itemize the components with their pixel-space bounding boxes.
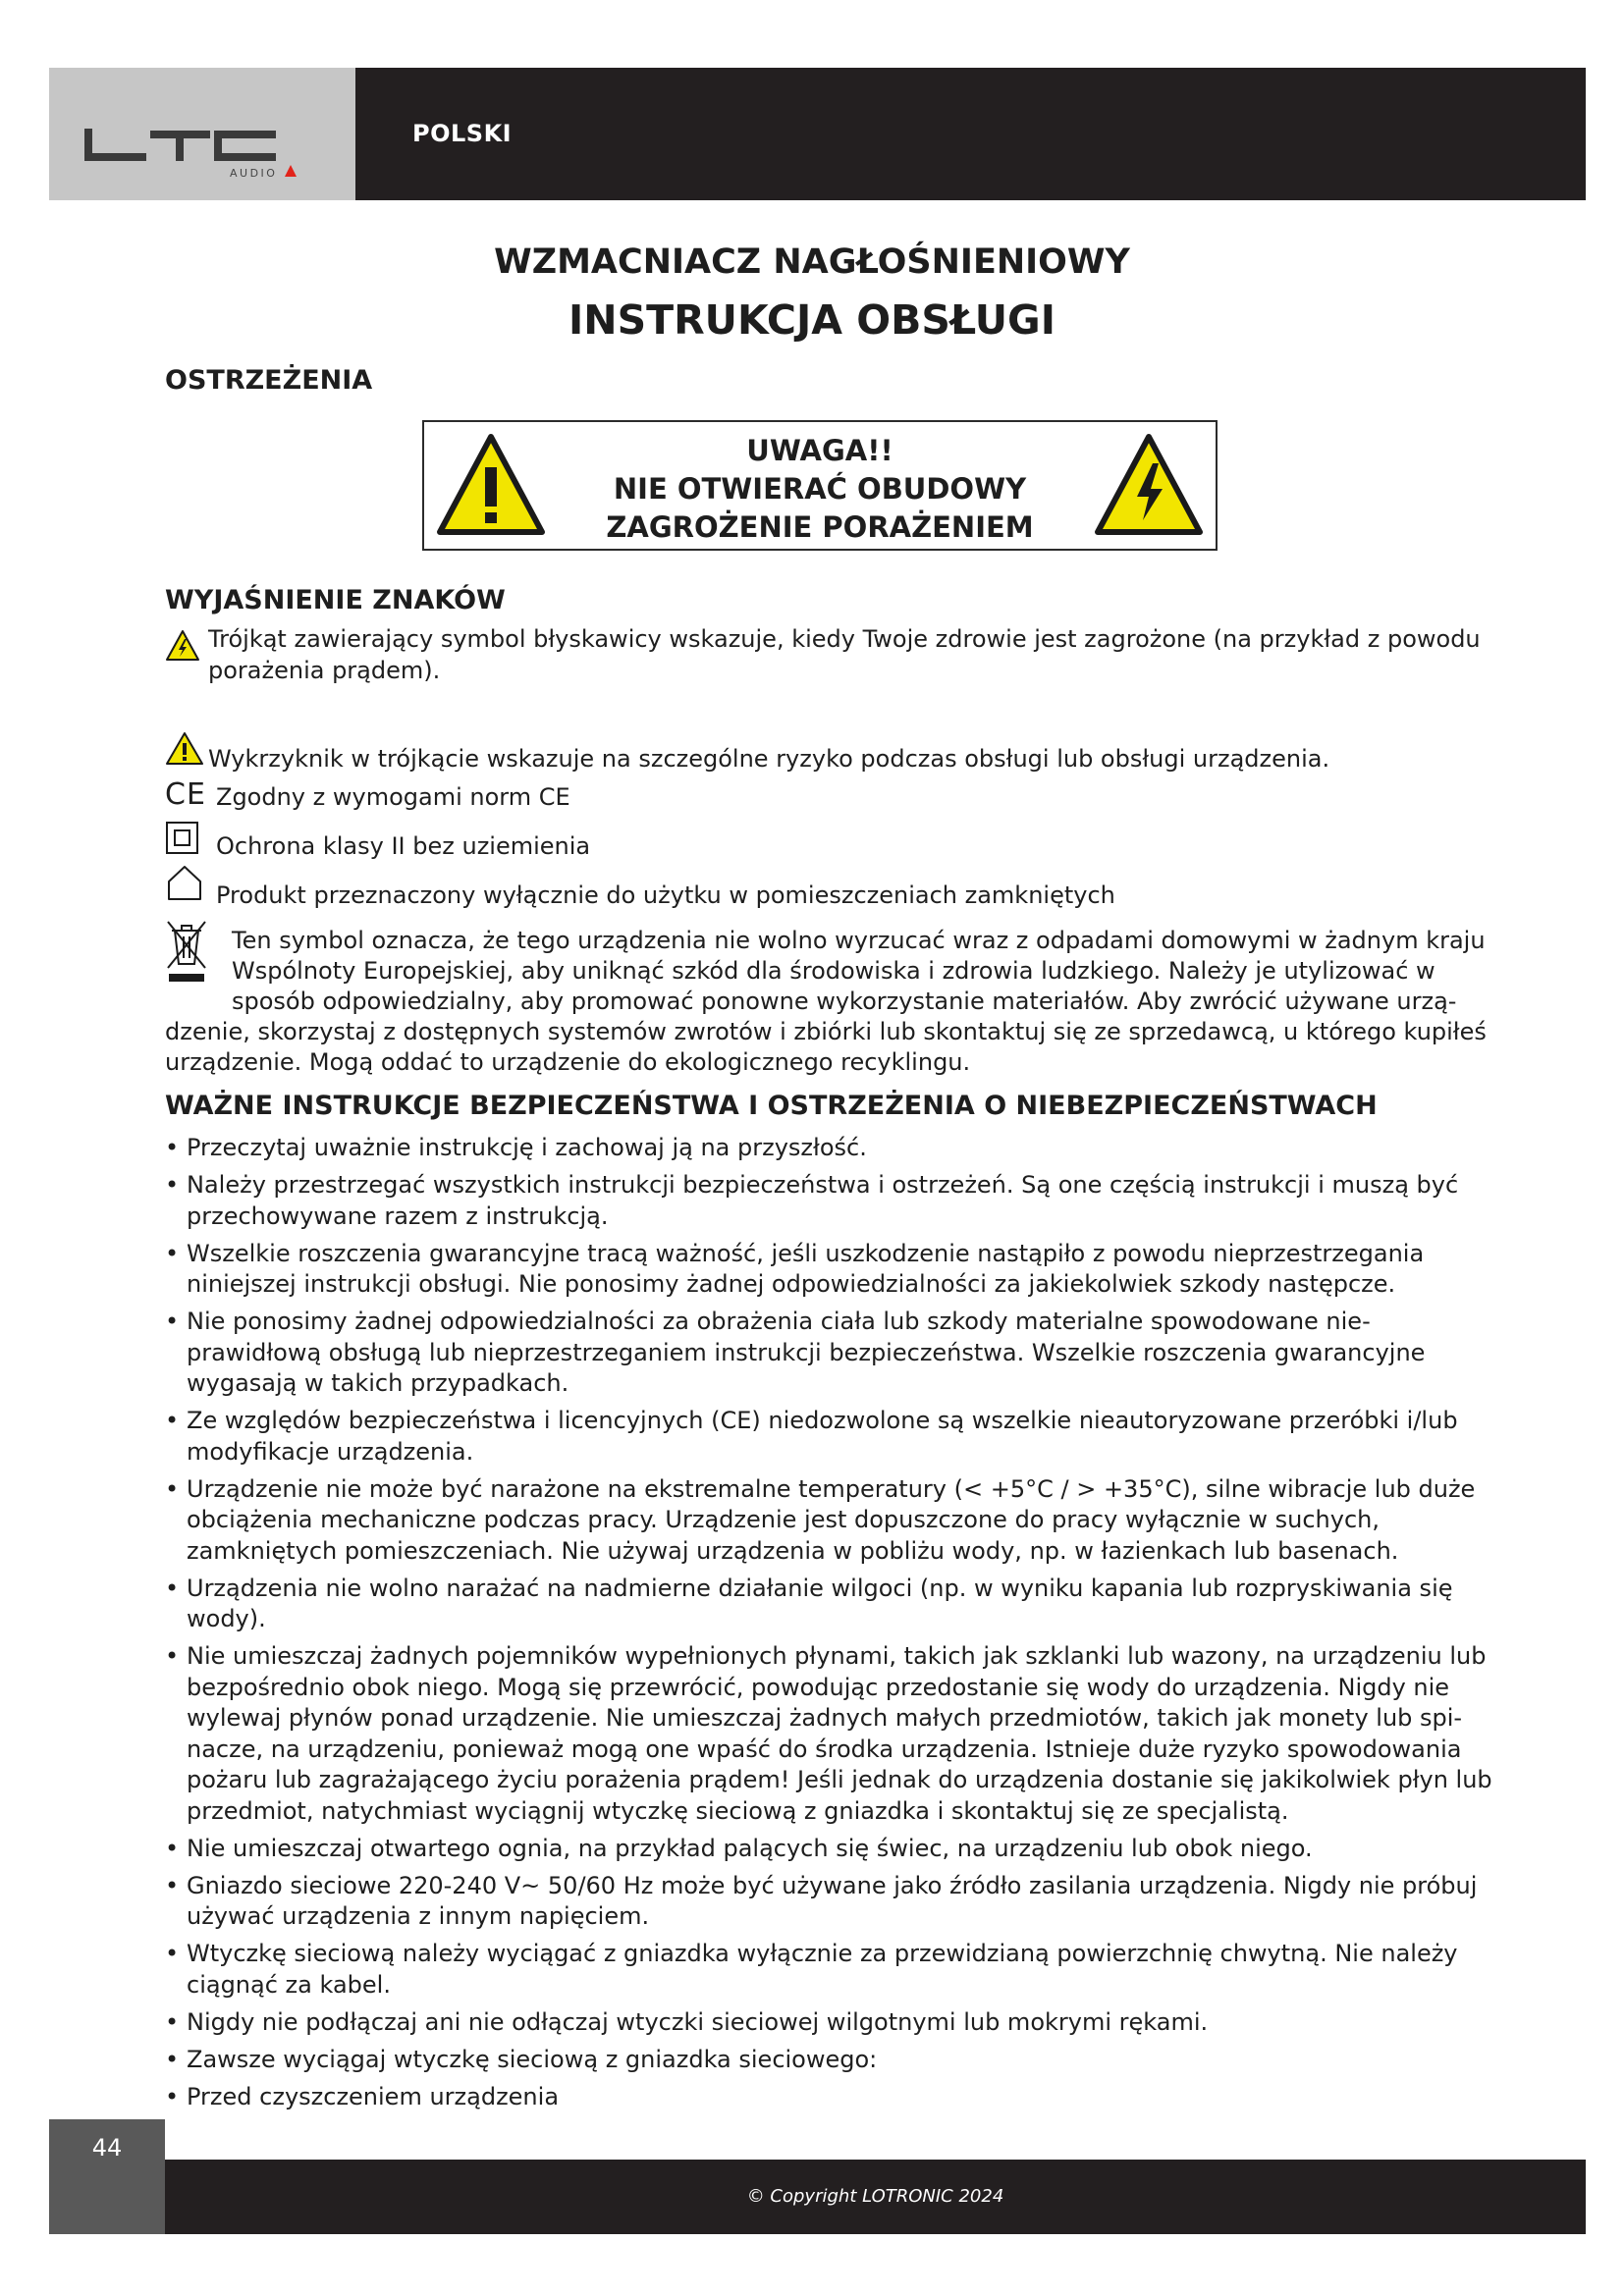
brand-sub-text: AUDIO [230,167,278,180]
document-title: WZMACNIACZ NAGŁOŚNIENIOWY [494,242,1130,282]
safety-item: • Nie umieszczaj otwartego ognia, na przykład palących się świec, na urządzeniu lub obok niego. [165,1834,1500,1865]
warning-line-2: NIE OTWIERAĆ OBUDOWY [613,472,1027,506]
class-two-symbol-description: Ochrona klasy II bez uziemienia [216,832,591,860]
safety-heading: WAŻNE INSTRUKCJE BEZPIECZEŃSTWA I OSTRZEŻENIA O NIEBEZPIECZEŃSTWACH [165,1091,1378,1121]
copyright-footer: © Copyright LOTRONIC 2024 [165,2160,1586,2234]
warning-line-3: ZAGROŻENIE PORAŻENIEM [606,510,1034,544]
safety-item: • Ze względów bezpieczeństwa i licencyjnych (CE) niedozwolone są wszelkie nieautoryzowane przeróbki i/lub modyfikacje urządzenia. [165,1406,1500,1468]
safety-item: • Wtyczkę sieciową należy wyciągać z gniazdka wyłącznie za przewidzianą powierzchnię chwytną. Nie należy ciągnąć za kabel. [165,1939,1500,2001]
safety-item: • Nigdy nie podłączaj ani nie odłączaj wtyczki sieciowej wilgotnymi lub mokrymi rękami. [165,2007,1500,2039]
weee-description-line-1: Ten symbol oznacza, że tego urządzenia nie wolno wyrzucać wraz z odpadami domowymi w żadnym kraju [232,927,1486,954]
safety-item: • Przed czyszczeniem urządzenia [165,2082,1500,2113]
weee-description-line-2: Wspólnoty Europejskiej, aby uniknąć szkód dla środowiska i zdrowia ludzkiego. Należy je utylizować w [232,957,1435,985]
safety-item: • Nie ponosimy żadnej odpowiedzialności za obrażenia ciała lub szkody materialne spowodowane nie-prawidłową obsługą lub nieprzestrzeganiem instrukcji bezpieczeństwa. Wszelkie roszczenia gwarancyjne wygasają w takich przypadkach. [165,1307,1500,1400]
safety-item: • Wszelkie roszczenia gwarancyjne tracą ważność, jeśli uszkodzenie nastąpiło z powodu nieprzestrzegania niniejszej instrukcji obsługi. Nie ponosimy żadnej odpowiedzialności za jakiekolwiek szkody następcze. [165,1239,1500,1301]
safety-instructions-list [165,1133,1500,2119]
indoor-use-house-icon [165,864,204,901]
warning-text [562,432,1078,547]
lightning-triangle-icon [165,629,200,663]
warning-line-1: UWAGA!! [746,434,893,467]
document-subtitle: INSTRUKCJA OBSŁUGI [568,296,1056,344]
safety-item: • Nie umieszczaj żadnych pojemników wypełnionych płynami, takich jak szklanki lub wazony, na urządzeniu lub bezpośrednio obok niego. Mogą się przewrócić, powodując przedostanie się wody do urządzenia. Nigdy nie wylewaj płynów ponad urządzenie. Nie umieszczaj żadnych małych przedmiotów, takich jak monety lub spi-nacze, na urządzeniu, ponieważ mogą one wpaść do środka urządzenia. Istnieje duże ryzyko spowodowania pożaru lub zagrażającego życiu porażenia prądem! Jeśli jednak do urządzenia dostanie się jakikolwiek płyn lub przedmiot, natychmiast wyciągnij wtyczkę sieciową z gniazdka i skontaktuj się ze specjalistą. [165,1641,1500,1827]
class-two-protection-icon [165,821,200,856]
warnings-heading: OSTRZEŻENIA [165,365,373,396]
weee-description-line-3: sposób odpowiedzialny, aby promować ponowne wykorzystanie materiałów. Aby zwrócić używane urzą- [232,988,1457,1015]
language-label: POLSKI [412,120,513,147]
weee-crossed-bin-icon [165,919,208,984]
safety-item: • Zawsze wyciągaj wtyczkę sieciową z gniazdka sieciowego: [165,2045,1500,2076]
safety-item: • Urządzenie nie może być narażone na ekstremalne temperatury (< +5°C / > +35°C), silne wibracje lub duże obciążenia mechaniczne podczas pracy. Urządzenie jest dopuszczone do pracy wyłącznie w suchych, zamkniętych pomieszczeniach. Nie używaj urządzenia w pobliżu wody, np. w łazienkach lub basenach. [165,1474,1500,1568]
ce-symbol-description: Zgodny z wymogami norm CE [216,783,570,811]
warning-box [422,420,1218,551]
safety-item: • Przeczytaj uważnie instrukcję i zachowaj ją na przyszłość. [165,1133,1500,1164]
weee-description-line-5: urządzenie. Mogą oddać to urządzenie do ekologicznego recyklingu. [165,1048,971,1076]
indoor-symbol-description: Produkt przeznaczony wyłącznie do użytku w pomieszczeniach zamkniętych [216,881,1115,909]
safety-item: • Urządzenia nie wolno narażać na nadmierne działanie wilgoci (np. w wyniku kapania lub rozpryskiwania się wody). [165,1574,1500,1635]
exclamation-symbol-description: Wykrzyknik w trójkącie wskazuje na szczególne ryzyko podczas obsługi lub obsługi urządzenia. [208,745,1330,773]
symbols-heading: WYJAŚNIENIE ZNAKÓW [165,585,506,615]
brand-logo-panel [49,68,355,200]
ce-mark-icon: CE [165,777,206,812]
safety-item: • Gniazdo sieciowe 220-240 V~ 50/60 Hz może być używane jako źródło zasilania urządzenia. Nigdy nie próbuj używać urządzenia z innym napięciem. [165,1871,1500,1933]
lightning-warning-icon [1094,432,1204,538]
page-number: 44 [49,2119,165,2234]
header-bar [355,68,1586,200]
exclamation-triangle-icon [165,731,204,767]
safety-item: • Należy przestrzegać wszystkich instrukcji bezpieczeństwa i ostrzeżeń. Są one częścią instrukcji i muszą być przechowywane razem z instrukcją. [165,1170,1500,1232]
exclamation-warning-icon [436,432,546,538]
weee-description-line-4: dzenie, skorzystaj z dostępnych systemów zwrotów i zbiórki lub skontaktuj się ze sprzedawcą, u którego kupiłeś [165,1018,1487,1045]
ltc-logo [49,68,355,200]
lightning-symbol-description: Trójkąt zawierający symbol błyskawicy wskazuje, kiedy Twoje zdrowie jest zagrożone (na przykład z powodu porażenia prądem). [208,625,1481,684]
